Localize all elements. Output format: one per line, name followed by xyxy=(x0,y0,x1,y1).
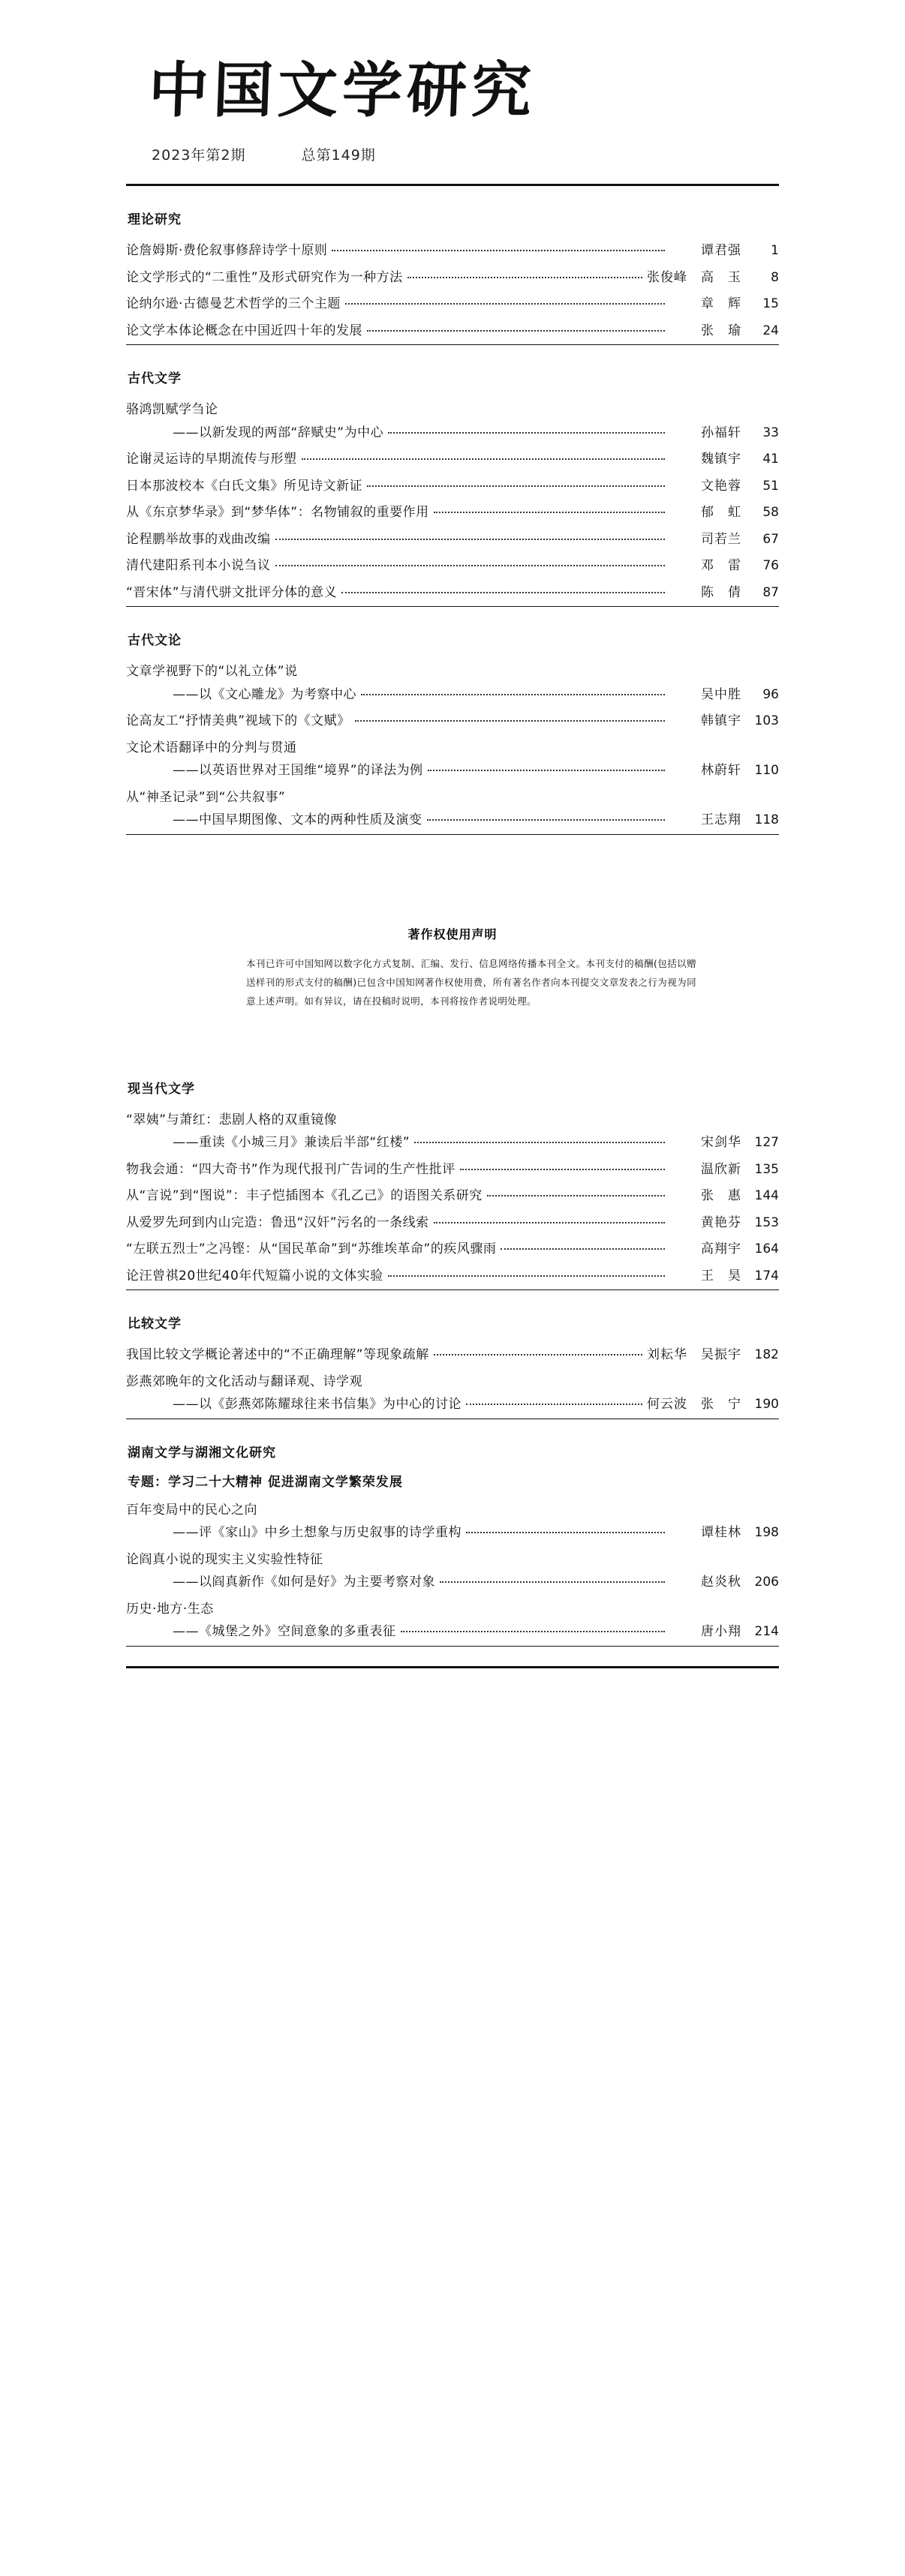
copyright-body: 本刊已许可中国知网以数字化方式复制、汇编、发行、信息网络传播本刊全文。本刊支付的稿酬(包括以赠送样刊的形式支付的稿酬)已包含中国知网著作权使用费，所有著名作者向本刊提交文章发表之行为视为同意上述声明。如有异议，请在投稿时说明，本刊将按作者说明处理。 xyxy=(246,957,696,1007)
toc-entry[interactable] xyxy=(126,807,779,834)
toc-entry[interactable] xyxy=(126,758,779,785)
toc-entry[interactable] xyxy=(126,1569,779,1596)
toc-entry[interactable] xyxy=(126,580,779,607)
toc-entry-title: 论谢灵运诗的早期流传与形塑 xyxy=(126,452,297,467)
toc-entry-title: 清代建阳系刊本小说刍议 xyxy=(126,558,271,573)
toc-entry-page: 153 xyxy=(754,1214,779,1230)
toc-entry-title: 文论术语翻译中的分判与贯通 xyxy=(126,740,297,755)
toc-entry-title: 论文学形式的“二重性”及形式研究作为一种方法 xyxy=(126,269,403,285)
toc-entry-title: 日本那波校本《白氏文集》所见诗文新证 xyxy=(126,478,362,494)
toc-entry-title: 文章学视野下的“以礼立体”说 xyxy=(126,664,298,679)
toc-entry-author: 高翔宇 xyxy=(701,1241,741,1256)
toc-entry-title: ——中国早期图像、文本的两种性质及演变 xyxy=(173,812,422,827)
toc-leader-dots xyxy=(487,1195,665,1196)
toc-entry[interactable] xyxy=(126,291,779,318)
toc-entry-title: ——以《彭燕郊陈耀球往来书信集》为中心的讨论 xyxy=(173,1397,462,1412)
toc-entry-title: 物我会通：“四大奇书”作为现代报刊广告词的生产性批评 xyxy=(126,1161,456,1177)
toc-section-ancient-literature xyxy=(126,368,779,607)
toc-entry[interactable] xyxy=(126,659,779,682)
section-rule xyxy=(126,344,779,345)
toc-entry[interactable] xyxy=(126,1236,779,1263)
toc-entry-author: 魏镇宇 xyxy=(701,452,741,467)
toc-entry-page: 96 xyxy=(762,686,779,702)
toc-section-comparative-literature xyxy=(126,1313,779,1419)
toc-entry-title: 论纳尔逊·古德曼艺术哲学的三个主题 xyxy=(126,296,341,311)
toc-entry-page: 127 xyxy=(754,1135,779,1150)
toc-entry-author: 刘耘华 吴振宇 xyxy=(647,1347,741,1362)
toc-entry[interactable] xyxy=(126,682,779,709)
toc-entry-page: 8 xyxy=(771,269,779,285)
toc-entry-title: 骆鸿凯赋学刍论 xyxy=(126,402,218,417)
toc-entry[interactable] xyxy=(126,785,779,808)
issue-line xyxy=(152,144,779,164)
toc-entry-title: 论汪曾祺20世纪40年代短篇小说的文体实验 xyxy=(126,1268,383,1283)
toc-entry-title: ——重读《小城三月》兼读后半部“红楼” xyxy=(173,1135,410,1150)
toc-leader-dots xyxy=(428,770,665,771)
toc-entry-page: 174 xyxy=(754,1268,779,1283)
toc-entry-page: 51 xyxy=(762,478,779,494)
toc-entry[interactable] xyxy=(126,397,779,420)
toc-entry-page: 182 xyxy=(754,1347,779,1362)
toc-leader-dots xyxy=(388,432,665,434)
toc-entry-page: 24 xyxy=(762,323,779,338)
toc-entry-page: 110 xyxy=(754,763,779,778)
section-rule xyxy=(126,606,779,607)
toc-entry-title: “翠姨”与萧红：悲剧人格的双重镜像 xyxy=(126,1112,338,1127)
toc-leader-dots xyxy=(440,1581,665,1583)
toc-entry-title: 论詹姆斯·费伦叙事修辞诗学十原则 xyxy=(126,243,328,258)
toc-entry[interactable] xyxy=(126,1210,779,1237)
toc-entry[interactable] xyxy=(126,1520,779,1547)
toc-entry-title: ——以英语世界对王国维“境界”的译法为例 xyxy=(173,763,423,778)
toc-entry-title: “晋宋体”与清代骈文批评分体的意义 xyxy=(126,584,338,600)
toc-entry[interactable] xyxy=(126,265,779,292)
toc-entry-page: 144 xyxy=(754,1188,779,1203)
toc-entry[interactable] xyxy=(126,1130,779,1157)
toc-entry[interactable] xyxy=(126,708,779,735)
toc-entry-title: 从“神圣记录”到“公共叙事” xyxy=(126,789,286,805)
toc-entry[interactable] xyxy=(126,318,779,345)
toc-leader-dots xyxy=(407,277,642,278)
toc-section-hunan-literature xyxy=(126,1442,779,1647)
toc-leader-dots xyxy=(275,539,666,540)
toc-entry[interactable] xyxy=(126,1392,779,1419)
toc-entry-author: 谭君强 xyxy=(701,243,741,258)
toc-entry-author: 张俊峰 高 玉 xyxy=(647,269,741,285)
toc-entry[interactable] xyxy=(126,1497,779,1521)
section-subheading: 专题：学习二十大精神 促进湖南文学繁荣发展 xyxy=(128,1474,403,1490)
toc-entry-page: 118 xyxy=(754,812,779,827)
toc-entry-title: 我国比较文学概论著述中的“不正确理解”等现象疏解 xyxy=(126,1347,429,1362)
toc-entry-author: 王志翔 xyxy=(701,812,741,827)
serial-number: 总第149期 xyxy=(301,147,376,164)
copyright-title: 著作权使用声明 xyxy=(407,926,498,941)
toc-entry-author: 司若兰 xyxy=(701,531,741,547)
toc-leader-dots xyxy=(434,1354,642,1356)
masthead xyxy=(126,0,779,164)
toc-leader-dots xyxy=(466,1404,642,1405)
toc-entry-author: 章 辉 xyxy=(701,296,741,311)
toc-entry-author: 林蔚轩 xyxy=(701,763,741,778)
toc-entry[interactable] xyxy=(126,1342,779,1369)
toc-entry-author: 唐小翔 xyxy=(701,1624,741,1639)
toc-top-half xyxy=(126,209,779,835)
copyright-notice xyxy=(126,925,779,1010)
toc-leader-dots xyxy=(367,485,665,487)
section-heading: 古代文学 xyxy=(128,371,182,386)
masthead-rule xyxy=(126,184,779,186)
toc-leader-dots xyxy=(361,694,665,695)
toc-leader-dots xyxy=(302,458,666,460)
toc-entry-author: 孙福轩 xyxy=(701,425,741,440)
toc-entry[interactable] xyxy=(126,1107,779,1130)
toc-entry-title: 彭燕郊晚年的文化活动与翻译观、诗学观 xyxy=(126,1374,362,1389)
toc-leader-dots xyxy=(427,819,666,821)
toc-leader-dots xyxy=(434,1222,665,1223)
toc-entry-author: 文艳蓉 xyxy=(701,478,741,494)
section-rule xyxy=(126,1646,779,1647)
toc-entry-author: 黄艳芬 xyxy=(701,1214,741,1230)
toc-entry[interactable] xyxy=(126,553,779,580)
toc-entry-author: 温欣新 xyxy=(701,1161,741,1177)
toc-leader-dots xyxy=(275,565,666,566)
toc-entry-author: 郁 虹 xyxy=(701,505,741,520)
toc-entry[interactable] xyxy=(126,1263,779,1290)
toc-leader-dots xyxy=(414,1142,665,1143)
toc-entry-author: 张 瑜 xyxy=(701,323,741,338)
toc-section-modern-contemporary xyxy=(126,1078,779,1291)
toc-leader-dots xyxy=(332,250,665,251)
toc-entry-title: ——以新发现的两部“辞赋史”为中心 xyxy=(173,425,384,440)
toc-entry-title: 论程鹏举故事的戏曲改编 xyxy=(126,531,271,547)
toc-entry-author: 邓 雷 xyxy=(701,558,741,573)
toc-entry-page: 206 xyxy=(754,1575,779,1590)
toc-entry[interactable] xyxy=(126,500,779,527)
toc-entry[interactable] xyxy=(126,1547,779,1570)
toc-leader-dots xyxy=(401,1631,666,1632)
toc-entry-author: 谭桂林 xyxy=(701,1525,741,1540)
toc-entry[interactable] xyxy=(126,238,779,265)
toc-leader-dots xyxy=(466,1532,665,1533)
toc-entry-page: 76 xyxy=(762,558,779,573)
toc-entry-title: ——以《文心雕龙》为考察中心 xyxy=(173,686,356,702)
toc-entry-title: ——《城堡之外》空间意象的多重表征 xyxy=(173,1624,396,1639)
toc-entry-title: ——以阎真新作《如何是好》为主要考察对象 xyxy=(173,1575,435,1590)
toc-entry-title: 从《东京梦华录》到“梦华体”：名物铺叙的重要作用 xyxy=(126,505,429,520)
journal-title: 中国文学研究 xyxy=(147,55,537,125)
toc-bottom-half xyxy=(126,1078,779,1647)
toc-entry[interactable] xyxy=(126,1157,779,1184)
toc-entry-title: 论文学本体论概念在中国近四十年的发展 xyxy=(126,323,362,338)
toc-entry[interactable] xyxy=(126,446,779,473)
section-heading: 理论研究 xyxy=(128,212,182,227)
toc-leader-dots xyxy=(460,1169,665,1170)
toc-entry-title: 从爱罗先珂到内山完造：鲁迅“汉奸”污名的一条线索 xyxy=(126,1214,429,1230)
toc-leader-dots xyxy=(501,1248,665,1250)
toc-entry-page: 1 xyxy=(771,243,779,258)
toc-entry-author: 赵炎秋 xyxy=(701,1575,741,1590)
toc-entry-page: 190 xyxy=(754,1397,779,1412)
toc-entry-page: 164 xyxy=(754,1241,779,1256)
toc-leader-dots xyxy=(388,1275,665,1277)
toc-entry[interactable] xyxy=(126,1369,779,1392)
toc-entry[interactable] xyxy=(126,735,779,758)
toc-entry-author: 张 惠 xyxy=(701,1188,741,1203)
toc-leader-dots xyxy=(355,720,665,722)
toc-entry-page: 87 xyxy=(762,584,779,600)
toc-entry-page: 198 xyxy=(754,1525,779,1540)
toc-entry-title: 从“言说”到“图说”：丰子恺插图本《孔乙己》的语图关系研究 xyxy=(126,1188,483,1203)
toc-leader-dots xyxy=(341,592,665,593)
toc-entry-page: 103 xyxy=(754,713,779,728)
toc-entry-page: 58 xyxy=(762,505,779,520)
section-rule xyxy=(126,834,779,835)
toc-leader-dots xyxy=(434,512,665,513)
toc-entry-author: 吴中胜 xyxy=(701,686,741,702)
toc-entry[interactable] xyxy=(126,527,779,554)
toc-entry-page: 214 xyxy=(754,1624,779,1639)
section-heading: 古代文论 xyxy=(128,633,182,648)
toc-leader-dots xyxy=(367,330,665,332)
toc-entry-title: ——评《家山》中乡土想象与历史叙事的诗学重构 xyxy=(173,1525,462,1540)
toc-entry-page: 135 xyxy=(754,1161,779,1177)
toc-entry[interactable] xyxy=(126,1183,779,1210)
toc-entry-title: 论高友工“抒情美典”视域下的《文赋》 xyxy=(126,713,350,728)
toc-entry-title: 历史·地方·生态 xyxy=(126,1601,214,1617)
toc-entry-author: 宋剑华 xyxy=(701,1135,741,1150)
issue-number: 2023年第2期 xyxy=(152,147,246,164)
toc-entry-author: 王 昊 xyxy=(701,1268,741,1283)
toc-entry-author: 陈 倩 xyxy=(701,584,741,600)
section-heading: 湖南文学与湖湘文化研究 xyxy=(128,1445,276,1461)
toc-entry-page: 41 xyxy=(762,452,779,467)
toc-entry[interactable] xyxy=(126,1619,779,1646)
toc-entry[interactable] xyxy=(126,473,779,500)
section-heading: 现当代文学 xyxy=(128,1081,195,1097)
toc-entry-page: 33 xyxy=(762,425,779,440)
toc-entry-page: 67 xyxy=(762,531,779,547)
toc-entry-author: 韩镇宇 xyxy=(701,713,741,728)
toc-section-theory-research xyxy=(126,209,779,345)
toc-entry-title: 百年变局中的民心之向 xyxy=(126,1502,257,1518)
toc-entry-title: 论阎真小说的现实主义实验性特征 xyxy=(126,1551,323,1567)
toc-entry[interactable] xyxy=(126,1596,779,1620)
toc-entry-author: 何云波 张 宁 xyxy=(647,1397,741,1412)
toc-entry-page: 15 xyxy=(762,296,779,311)
toc-leader-dots xyxy=(345,303,665,305)
toc-entry-title: “左联五烈士”之冯铿：从“国民革命”到“苏维埃革命”的疾风骤雨 xyxy=(126,1241,497,1256)
toc-section-ancient-literary-theory xyxy=(126,629,779,835)
section-heading: 比较文学 xyxy=(128,1317,182,1332)
toc-entry[interactable] xyxy=(126,420,779,447)
